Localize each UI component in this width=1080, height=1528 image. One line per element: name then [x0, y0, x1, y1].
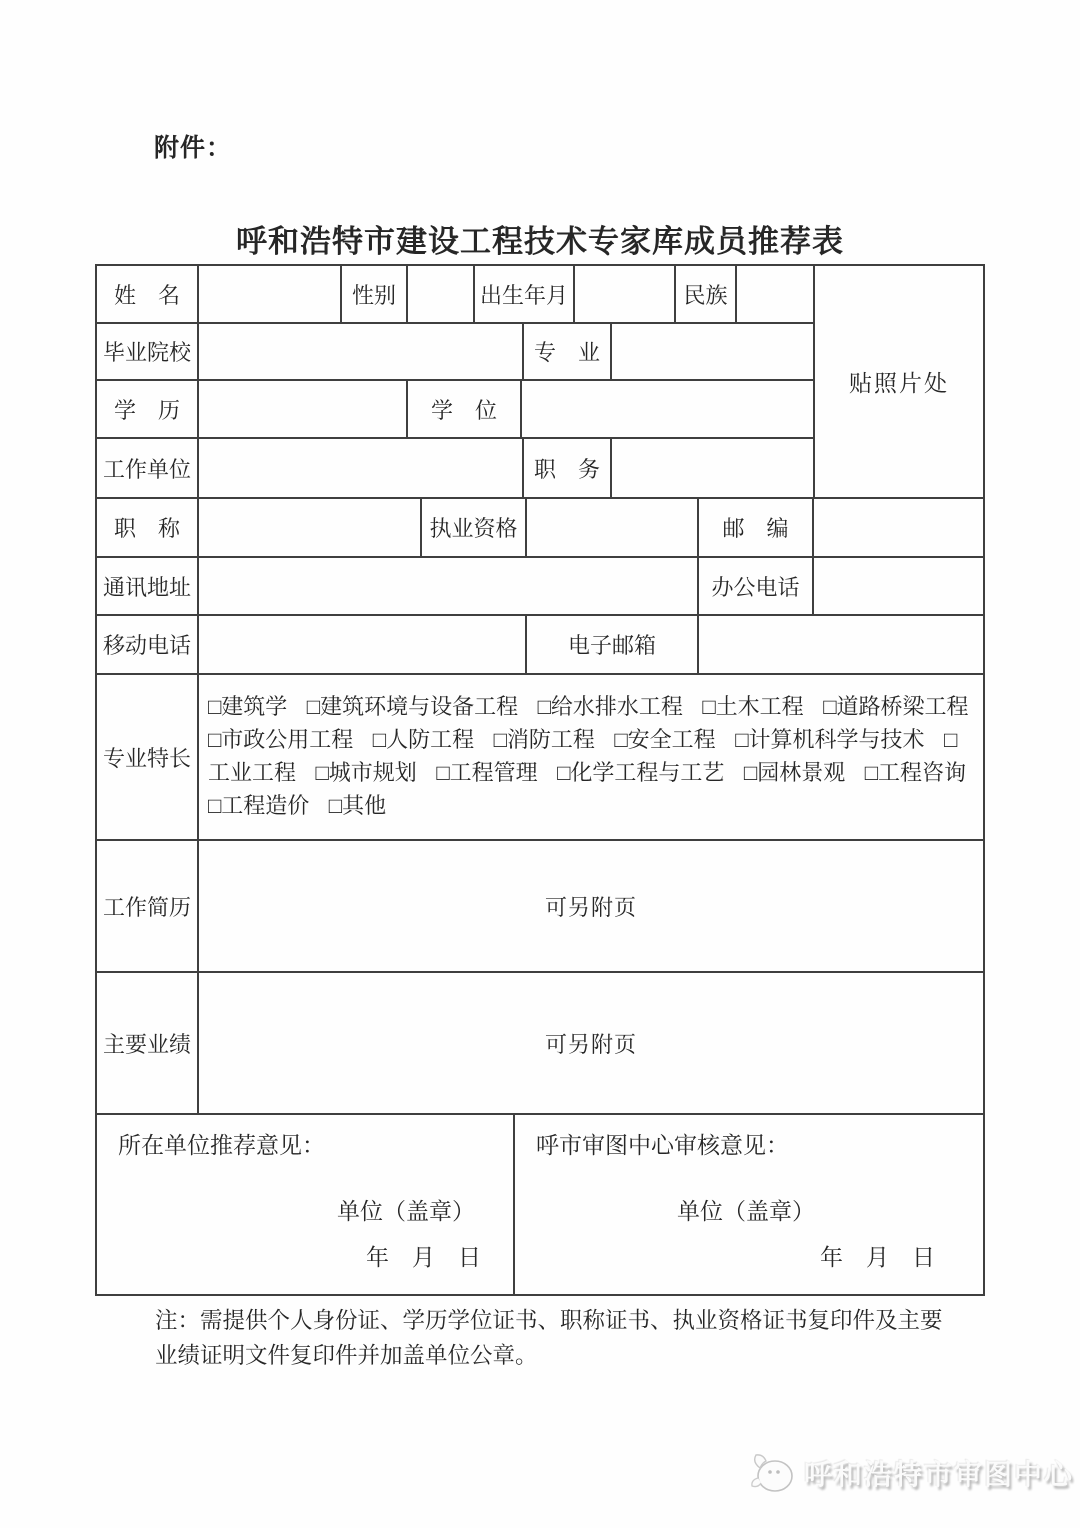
education-input-cell[interactable]	[199, 381, 408, 437]
professional-title-label: 职 称	[97, 499, 199, 556]
specialty-checkbox-1[interactable]: □建筑学	[208, 694, 288, 719]
specialty-checkbox-9[interactable]: □安全工程	[614, 727, 716, 752]
position-label: 职 务	[524, 439, 612, 497]
office-phone-input-cell[interactable]	[814, 558, 983, 614]
postal-code-input-cell[interactable]	[814, 499, 983, 556]
unit-opinion-box	[97, 1115, 515, 1294]
specialty-label: 专业特长	[97, 675, 199, 839]
degree-label: 学 位	[408, 381, 522, 437]
practice-qualification-label: 执业资格	[422, 499, 527, 556]
center-date-label: 年 月 日	[820, 1245, 935, 1270]
recommendation-form-table	[95, 264, 985, 1296]
resume-attach-note: 可另附页	[544, 894, 637, 920]
professional-title-input-cell[interactable]	[199, 499, 422, 556]
postal-code-label: 邮 编	[699, 499, 814, 556]
specialty-checkbox-18[interactable]: □其他	[328, 793, 387, 818]
graduate-school-label: 毕业院校	[97, 324, 199, 379]
top-block-row	[97, 266, 983, 499]
row-name	[97, 266, 813, 324]
mobile-phone-input-cell[interactable]	[199, 616, 527, 673]
gender-input-cell[interactable]	[408, 266, 475, 322]
email-label: 电子邮箱	[527, 616, 699, 673]
specialty-checkbox-list	[199, 675, 983, 839]
mobile-phone-label: 移动电话	[97, 616, 199, 673]
major-label: 专 业	[524, 324, 612, 379]
unit-seal-label: 单位（盖章）	[337, 1199, 475, 1224]
top-block-left	[97, 266, 815, 497]
gender-label: 性别	[342, 266, 408, 322]
education-label: 学 历	[97, 381, 199, 437]
ethnicity-label: 民族	[676, 266, 737, 322]
center-seal-label: 单位（盖章）	[677, 1199, 815, 1224]
work-resume-label: 工作简历	[97, 841, 199, 971]
unit-opinion-title: 所在单位推荐意见：	[118, 1133, 325, 1158]
row-achievements	[97, 973, 983, 1115]
footnote	[155, 1303, 955, 1373]
work-unit-input-cell[interactable]	[199, 439, 524, 497]
specialty-checkbox-8[interactable]: □消防工程	[493, 727, 595, 752]
name-input-cell[interactable]	[199, 266, 342, 322]
achievements-attach-note: 可另附页	[544, 1031, 637, 1057]
specialty-checkbox-11[interactable]: □工业工程	[208, 727, 958, 785]
ethnicity-input-cell[interactable]	[737, 266, 813, 322]
center-opinion-box	[515, 1115, 983, 1294]
watermark	[748, 1444, 1074, 1502]
specialty-checkbox-5[interactable]: □道路桥梁工程	[823, 694, 969, 719]
name-label: 姓 名	[97, 266, 199, 322]
row-school	[97, 324, 813, 381]
birth-date-label: 出生年月	[475, 266, 575, 322]
graduate-school-input-cell[interactable]	[199, 324, 524, 379]
major-input-cell[interactable]	[612, 324, 813, 379]
specialty-checkbox-2[interactable]: □建筑环境与设备工程	[306, 694, 519, 719]
specialty-checkbox-7[interactable]: □人防工程	[372, 727, 475, 752]
work-unit-label: 工作单位	[97, 439, 199, 497]
degree-input-cell[interactable]	[522, 381, 813, 437]
row-address	[97, 558, 983, 616]
footnote-line-1: 注：需提供个人身份证、学历学位证书、职称证书、执业资格证书复印件及主要	[155, 1308, 943, 1333]
specialty-checkbox-4[interactable]: □土木工程	[702, 694, 804, 719]
row-specialty	[97, 675, 983, 841]
unit-date-label: 年 月 日	[366, 1245, 481, 1270]
row-work-unit	[97, 439, 813, 497]
specialty-checkbox-17[interactable]: □工程造价	[208, 793, 310, 818]
row-education	[97, 381, 813, 439]
watermark-text: 呼和浩特市审图中心	[804, 1459, 1075, 1490]
attachment-label: 附件：	[154, 134, 233, 162]
office-phone-label: 办公电话	[699, 558, 814, 614]
mailing-address-label: 通讯地址	[97, 558, 199, 614]
row-mobile	[97, 616, 983, 675]
practice-qualification-input-cell[interactable]	[527, 499, 699, 556]
row-title	[97, 499, 983, 558]
specialty-checkbox-14[interactable]: □化学工程与工艺	[557, 760, 725, 785]
specialty-checkbox-15[interactable]: □园林景观	[743, 760, 846, 785]
position-input-cell[interactable]	[612, 439, 813, 497]
main-achievements-label: 主要业绩	[97, 973, 199, 1113]
mailing-address-input-cell[interactable]	[199, 558, 699, 614]
specialty-checkbox-13[interactable]: □工程管理	[436, 760, 538, 785]
work-resume-area[interactable]	[199, 841, 983, 971]
main-achievements-area[interactable]	[199, 973, 983, 1113]
specialty-checkbox-6[interactable]: □市政公用工程	[208, 727, 354, 752]
page-title: 呼和浩特市建设工程技术专家库成员推荐表	[236, 224, 844, 259]
review-center-logo-icon	[748, 1448, 798, 1498]
birth-date-input-cell[interactable]	[575, 266, 676, 322]
specialty-checkbox-16[interactable]: □工程咨询	[864, 760, 966, 785]
center-opinion-title: 呼市审图中心审核意见：	[536, 1133, 789, 1158]
specialty-checkbox-10[interactable]: □计算机科学与技术	[735, 727, 925, 752]
row-opinions	[97, 1115, 983, 1294]
row-resume	[97, 841, 983, 973]
email-input-cell[interactable]	[699, 616, 983, 673]
specialty-checkbox-3[interactable]: □给水排水工程	[537, 694, 683, 719]
footnote-line-2: 业绩证明文件复印件并加盖单位公章。	[155, 1343, 538, 1368]
photo-placeholder-cell: 贴照片处	[849, 371, 949, 396]
specialty-checkbox-12[interactable]: □城市规划	[315, 760, 417, 785]
